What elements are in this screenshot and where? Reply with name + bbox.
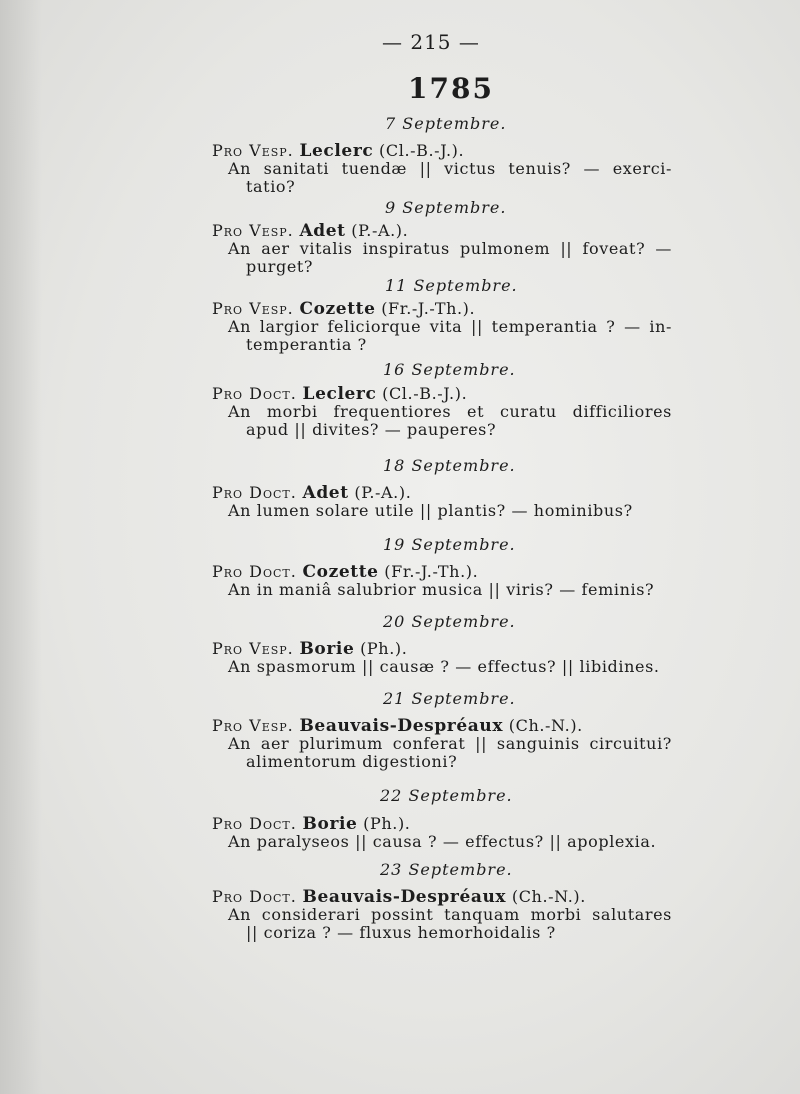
year-heading: 1785 [408,72,494,105]
thesis-entry [212,563,672,599]
candidate-name: Borie [302,814,358,834]
entry-date: 7 Septembre. [385,114,507,133]
entry-date: 11 Septembre. [385,276,518,295]
thesis-question-line: tatio? [246,177,296,196]
thesis-question-line: An spasmorum || causæ ? — effectus? || libidines. [228,657,660,676]
thesis-type: Pro Doct. [212,562,297,581]
thesis-question-line: An paralyseos || causa ? — effectus? || apoplexia. [228,832,657,851]
thesis-type: Pro Vesp. [212,299,294,318]
thesis-question-line: purget? [246,257,314,276]
candidate-name: Cozette [302,562,379,582]
thesis-question-line: An aer plurimum conferat || sanguinis circuitui? [228,734,672,753]
thesis-question-line: An largior feliciorque vita || temperantia ? — in- [228,317,672,336]
thesis-type: Pro Vesp. [212,639,294,658]
entry-date: 22 Septembre. [380,786,513,805]
candidate-name: Cozette [299,299,376,319]
entry-date: 9 Septembre. [385,198,507,217]
entry-date: 21 Septembre. [383,689,516,708]
thesis-entry [212,300,672,354]
thesis-question-line: An sanitati tuendæ || victus tenuis? — exerci- [228,159,672,178]
entry-date: 18 Septembre. [383,456,516,475]
thesis-question-line: temperantia ? [246,335,367,354]
page-number: — 215 — [382,30,480,54]
thesis-type: Pro Doct. [212,483,297,502]
entry-date: 20 Septembre. [383,612,516,631]
entry-date: 16 Septembre. [383,360,516,379]
thesis-entry [212,142,672,196]
candidate-initials: (Fr.-J.-Th.). [384,562,479,581]
candidate-initials: (Ch.-N.). [511,887,586,906]
thesis-entry [212,640,672,676]
candidate-name: Beauvais-Despréaux [299,716,504,736]
thesis-type: Pro Vesp. [212,716,294,735]
thesis-type: Pro Vesp. [212,221,294,240]
candidate-name: Borie [299,639,355,659]
candidate-name: Leclerc [299,141,374,161]
thesis-entry [212,484,672,520]
candidate-name: Leclerc [302,384,377,404]
candidate-initials: (Cl.-B.-J.). [382,384,468,403]
entry-date: 23 Septembre. [380,860,513,879]
candidate-initials: (P.-A.). [351,221,409,240]
thesis-question-line: || coriza ? — fluxus hemorhoidalis ? [246,923,556,942]
candidate-initials: (P.-A.). [354,483,412,502]
thesis-entry [212,222,672,276]
thesis-entry [212,385,672,439]
thesis-type: Pro Vesp. [212,141,294,160]
candidate-initials: (Ch.-N.). [508,716,583,735]
candidate-initials: (Cl.-B.-J.). [379,141,465,160]
thesis-question-line: An in maniâ salubrior musica || viris? — feminis? [228,580,655,599]
thesis-question-line: An considerari possint tanquam morbi salutares [228,905,672,924]
thesis-question-line: An lumen solare utile || plantis? — hominibus? [228,501,633,520]
candidate-name: Beauvais-Despréaux [302,887,507,907]
thesis-type: Pro Doct. [212,384,297,403]
thesis-entry [212,815,672,851]
candidate-initials: (Ph.). [363,814,411,833]
candidate-name: Adet [302,483,349,503]
thesis-question-line: An aer vitalis inspiratus pulmonem || foveat? — [228,239,672,258]
entry-date: 19 Septembre. [383,535,516,554]
candidate-name: Adet [299,221,346,241]
thesis-question-line: apud || divites? — pauperes? [246,420,497,439]
candidate-initials: (Ph.). [360,639,408,658]
candidate-initials: (Fr.-J.-Th.). [381,299,476,318]
thesis-entry [212,717,672,771]
thesis-question-line: An morbi frequentiores et curatu difficiliores [228,402,672,421]
thesis-question-line: alimentorum digestioni? [246,752,458,771]
thesis-entry [212,888,672,942]
thesis-type: Pro Doct. [212,814,297,833]
thesis-type: Pro Doct. [212,887,297,906]
